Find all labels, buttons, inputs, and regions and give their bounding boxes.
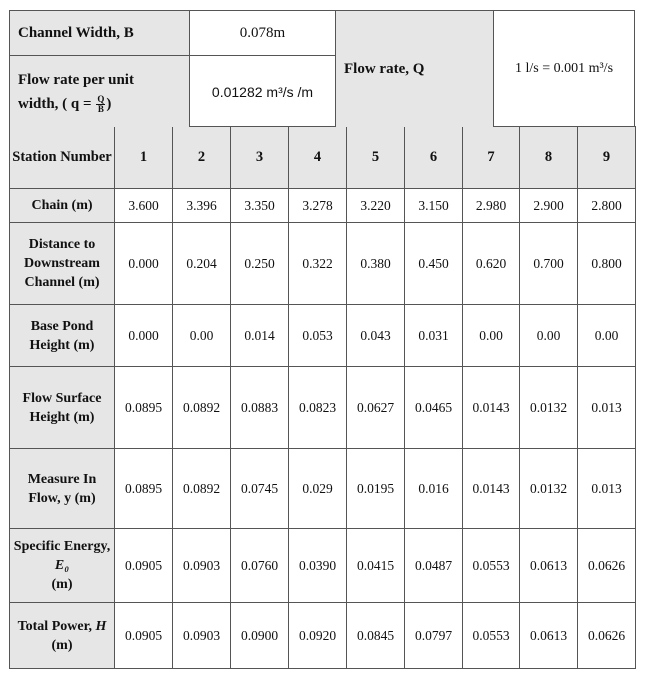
chain-row: [10, 189, 636, 223]
value-cell: 0.0823: [289, 367, 347, 449]
distance-label: Distance to Downstream Channel (m): [10, 223, 115, 305]
channel-parameters-header: [9, 10, 635, 127]
value-cell: 0.0892: [173, 449, 231, 529]
value-cell: 0.0905: [115, 603, 173, 669]
base-pond-height-label: Base Pond Height (m): [10, 305, 115, 367]
value-cell: 0.0132: [520, 367, 578, 449]
value-cell: 0.0415: [347, 529, 405, 603]
measured-flow-row: [10, 449, 636, 529]
value-cell: 0.0626: [578, 529, 636, 603]
station-number-cell: 4: [289, 127, 347, 189]
station-measurements-table: [9, 126, 636, 669]
value-cell: 0.00: [578, 305, 636, 367]
value-cell: 0.00: [173, 305, 231, 367]
station-number-cell: 9: [578, 127, 636, 189]
value-cell: 0.013: [578, 367, 636, 449]
value-cell: 0.0613: [520, 529, 578, 603]
flow-rate-per-unit-value: 0.01282 m³/s /m: [190, 56, 336, 127]
station-number-cell: 8: [520, 127, 578, 189]
value-cell: 0.0390: [289, 529, 347, 603]
chain-label: Chain (m): [10, 189, 115, 223]
flow-surface-height-row: [10, 367, 636, 449]
flow-rate-label: Flow rate, Q: [336, 11, 494, 127]
station-number-row: [10, 127, 636, 189]
value-cell: 0.450: [405, 223, 463, 305]
value-cell: 0.0627: [347, 367, 405, 449]
value-cell: 0.620: [463, 223, 520, 305]
value-cell: 0.0626: [578, 603, 636, 669]
value-cell: 0.0903: [173, 603, 231, 669]
value-cell: 0.0883: [231, 367, 289, 449]
value-cell: 2.800: [578, 189, 636, 223]
flow-rate-value: 1 l/s = 0.001 m³/s: [514, 61, 614, 76]
value-cell: 0.0487: [405, 529, 463, 603]
value-cell: 0.700: [520, 223, 578, 305]
station-number-cell: 1: [115, 127, 173, 189]
value-cell: 3.600: [115, 189, 173, 223]
value-cell: 0.0143: [463, 449, 520, 529]
value-cell: 0.380: [347, 223, 405, 305]
flow-rate-per-unit-label: Flow rate per unit width, ( q = $\frac{Q}{B}$ ): [10, 56, 190, 127]
station-number-label: Station Number: [10, 127, 115, 189]
value-cell: 0.0553: [463, 529, 520, 603]
value-cell: 3.278: [289, 189, 347, 223]
distance-row: [10, 223, 636, 305]
value-cell: 2.900: [520, 189, 578, 223]
specific-energy-label: Specific Energy, E₀ (m): [10, 529, 115, 603]
value-cell: 0.0553: [463, 603, 520, 669]
station-number-cell: 3: [231, 127, 289, 189]
station-number-cell: 7: [463, 127, 520, 189]
value-cell: 0.0920: [289, 603, 347, 669]
value-cell: 0.031: [405, 305, 463, 367]
value-cell: 0.0745: [231, 449, 289, 529]
value-cell: 0.204: [173, 223, 231, 305]
value-cell: 0.0613: [520, 603, 578, 669]
value-cell: 0.000: [115, 305, 173, 367]
flow-surface-height-label: Flow Surface Height (m): [10, 367, 115, 449]
total-power-label: Total Power, H (m): [10, 603, 115, 669]
specific-energy-row: [10, 529, 636, 603]
value-cell: 0.0895: [115, 449, 173, 529]
value-cell: 0.0845: [347, 603, 405, 669]
value-cell: 0.0903: [173, 529, 231, 603]
measured-flow-label: Measure In Flow, y (m): [10, 449, 115, 529]
value-cell: 0.0143: [463, 367, 520, 449]
value-cell: 0.800: [578, 223, 636, 305]
value-cell: 0.00: [463, 305, 520, 367]
value-cell: 3.350: [231, 189, 289, 223]
total-power-row: [10, 603, 636, 669]
value-cell: 0.0132: [520, 449, 578, 529]
value-cell: 0.013: [578, 449, 636, 529]
value-cell: 0.016: [405, 449, 463, 529]
value-cell: 0.0195: [347, 449, 405, 529]
value-cell: 2.980: [463, 189, 520, 223]
value-cell: 0.0892: [173, 367, 231, 449]
value-cell: 0.029: [289, 449, 347, 529]
channel-width-value: 0.078m: [190, 11, 336, 56]
value-cell: 3.396: [173, 189, 231, 223]
value-cell: 0.0465: [405, 367, 463, 449]
value-cell: 0.00: [520, 305, 578, 367]
station-number-cell: 2: [173, 127, 231, 189]
station-number-cell: 5: [347, 127, 405, 189]
value-cell: 0.0900: [231, 603, 289, 669]
value-cell: 0.014: [231, 305, 289, 367]
value-cell: 0.053: [289, 305, 347, 367]
value-cell: 0.0905: [115, 529, 173, 603]
value-cell: 0.0760: [231, 529, 289, 603]
value-cell: 0.322: [289, 223, 347, 305]
flow-data-document: [9, 10, 635, 669]
value-cell: 3.220: [347, 189, 405, 223]
value-cell: 0.250: [231, 223, 289, 305]
value-cell: 0.043: [347, 305, 405, 367]
value-cell: 0.0895: [115, 367, 173, 449]
q-over-b-fraction: $\frac{Q}{B}$: [97, 93, 105, 114]
station-number-cell: 6: [405, 127, 463, 189]
value-cell: 3.150: [405, 189, 463, 223]
value-cell: 0.000: [115, 223, 173, 305]
value-cell: 0.0797: [405, 603, 463, 669]
base-pond-height-row: [10, 305, 636, 367]
channel-width-label: Channel Width, B: [10, 11, 190, 56]
